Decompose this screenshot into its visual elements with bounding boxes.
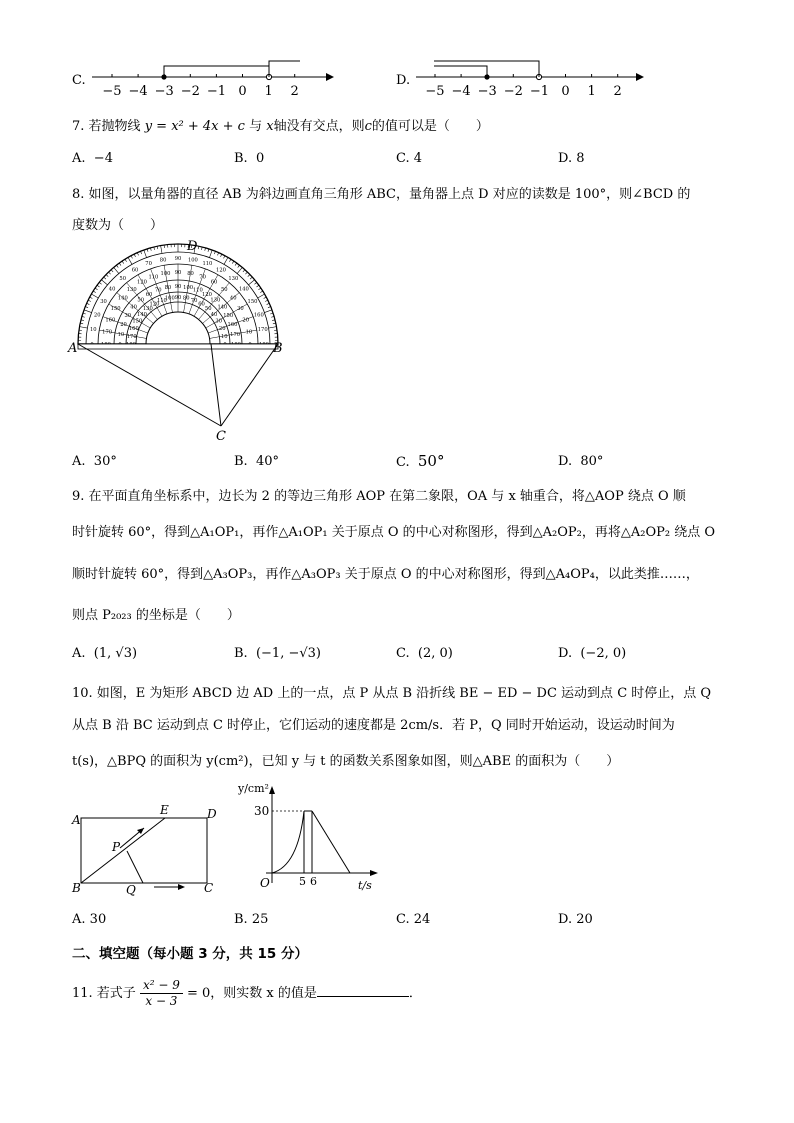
graph-y-tick: 30 — [254, 804, 270, 818]
protractor-number: 50 — [137, 297, 145, 304]
rect-label-e: E — [160, 803, 169, 817]
number-line-tick-label: −1 — [206, 84, 226, 99]
protractor-number: 120 — [202, 291, 212, 298]
q11-prefix: 11. 若式子 — [72, 986, 136, 1001]
q10-stem-line1: 10. 如图，E 为矩形 ABCD 边 AD 上的一点，点 P 从点 B 沿折线 BE − ED − DC 运动到点 C 时停止，点 Q — [72, 686, 712, 701]
protractor-number: 130 — [126, 286, 137, 293]
protractor-number: 40 — [130, 304, 137, 311]
q7-option-c[interactable]: C. 4 — [396, 151, 423, 166]
protractor-number: 170 — [257, 327, 268, 334]
protractor-number: 10 — [245, 329, 253, 336]
q11-numerator: x² − 9 — [140, 978, 183, 994]
protractor-number: 160 — [253, 312, 264, 319]
rect-label-p: P — [112, 840, 121, 854]
protractor-number: 160 — [128, 325, 139, 332]
number-line-tick-label: 1 — [587, 84, 596, 99]
q6-option-d-label[interactable]: D. — [396, 73, 411, 88]
q11-middle: = 0，则实数 x 的值是 — [187, 986, 317, 1001]
protractor-number: 70 — [154, 287, 162, 294]
protractor-number: 10 — [89, 327, 97, 334]
q7-option-a[interactable]: A. −4 — [72, 151, 113, 166]
number-line-tick-label: 0 — [561, 84, 570, 99]
protractor-number: 40 — [108, 286, 116, 293]
protractor-number: 80 — [182, 295, 190, 302]
protractor-number: 110 — [202, 261, 213, 268]
q9-option-c[interactable]: C. (2, 0) — [396, 646, 453, 661]
q7-text-a: 若抛物线 — [88, 119, 141, 134]
protractor-number: 150 — [223, 313, 234, 319]
q11-denominator: x − 3 — [145, 994, 178, 1008]
protractor-number: 170 — [230, 331, 241, 338]
protractor-number: 100 — [164, 295, 175, 302]
protractor-number: 100 — [183, 284, 194, 291]
number-line-tick-label: 2 — [613, 84, 622, 99]
q11-stem — [72, 978, 422, 1009]
number-line-tick-label: −4 — [451, 84, 471, 99]
protractor-number: 110 — [148, 274, 159, 281]
protractor-number: 150 — [247, 299, 258, 305]
protractor-number: 20 — [218, 325, 226, 332]
q10-option-b[interactable]: B. 25 — [234, 912, 269, 927]
protractor-number: 100 — [187, 257, 198, 264]
q8-option-c[interactable]: C. 50° — [396, 452, 445, 470]
label-d: D — [187, 239, 198, 254]
protractor-figure — [66, 236, 296, 446]
number-line-tick-label: −3 — [154, 84, 174, 99]
protractor-number: 20 — [120, 322, 127, 329]
protractor-number: 120 — [149, 301, 160, 308]
protractor-number: 60 — [210, 279, 218, 286]
rect-label-q: Q — [126, 883, 136, 897]
q7-option-b[interactable]: B. 0 — [234, 151, 265, 166]
q10-stem-line2: 从点 B 沿 BC 运动到点 C 时停止，它们运动的速度都是 2cm/s．若 P，Q 同时开始运动，设运动时间为 — [72, 718, 675, 733]
protractor-number: 20 — [93, 312, 101, 319]
protractor — [78, 244, 278, 349]
protractor-number: 140 — [217, 304, 228, 311]
protractor-number: 70 — [190, 297, 198, 304]
protractor-number: 10 — [220, 333, 228, 340]
protractor-number: 30 — [215, 318, 223, 325]
q7-text-d: 的值可以是（ ） — [371, 119, 489, 134]
q7-var-x: x — [266, 119, 274, 134]
graph-origin: O — [260, 876, 270, 890]
protractor-number: 120 — [137, 279, 147, 286]
graph-x-tick-6: 6 — [310, 875, 317, 888]
protractor-number: 50 — [119, 276, 127, 283]
protractor-number: 150 — [132, 318, 143, 325]
rect-label-b: B — [72, 881, 81, 895]
protractor-number: 160 — [105, 317, 116, 324]
protractor-number: 50 — [220, 286, 228, 293]
q9-stem-line3: 顺时针旋转 60°，得到△A₃OP₃，再作△A₃OP₃ 关于原点 O 的中心对称图形，得到△A₄OP₄，以此类推……， — [72, 567, 699, 582]
rect-label-d: D — [207, 807, 217, 821]
q11-suffix: ． — [408, 986, 422, 1001]
protractor-number: 80 — [187, 271, 194, 278]
protractor-number: 20 — [242, 317, 250, 324]
number-line-tick-label: 0 — [238, 84, 247, 99]
q10-option-d[interactable]: D. 20 — [558, 912, 593, 927]
graph-y-axis-label: y/cm² — [238, 782, 269, 795]
q9-option-d[interactable]: D. (−2, 0) — [558, 646, 627, 661]
protractor-number: 130 — [228, 276, 239, 283]
q10-option-a[interactable]: A. 30 — [72, 912, 107, 927]
protractor-number: 110 — [192, 287, 203, 294]
number-line-tick-label: −4 — [128, 84, 148, 99]
protractor-number: 140 — [137, 311, 147, 318]
protractor-number: 160 — [227, 322, 238, 329]
q8-option-b[interactable]: B. 40° — [234, 454, 279, 469]
number-line-tick-label: −5 — [102, 84, 122, 99]
rect-label-a: A — [72, 813, 81, 827]
q8-stem-line2: 度数为（ ） — [72, 218, 164, 233]
number-line-d — [412, 54, 662, 104]
q9-stem-line4: 则点 P₂₀₂₃ 的坐标是（ ） — [72, 608, 240, 623]
protractor-number: 90 — [174, 270, 182, 276]
number-line-tick-label: −1 — [529, 84, 549, 99]
protractor-number: 60 — [198, 301, 205, 308]
q7-option-d[interactable]: D. 8 — [558, 151, 585, 166]
protractor-number: 130 — [142, 306, 153, 312]
protractor-number: 10 — [117, 331, 125, 338]
number-line-tick-label: −3 — [477, 84, 497, 99]
protractor-number: 100 — [160, 271, 171, 278]
q6-option-c-label[interactable]: C. — [72, 73, 86, 88]
q8-stem-line1: 8. 如图，以量角器的直径 AB 为斜边画直角三角形 ABC，量角器上点 D 对应的读数是 100°，则∠BCD 的 — [72, 187, 691, 202]
q9-option-b[interactable]: B. (−1, −√3) — [234, 646, 321, 661]
number-line-c — [88, 54, 338, 104]
protractor-number: 60 — [131, 267, 139, 274]
protractor-number: 90 — [174, 256, 182, 262]
q7-text-b: 与 — [249, 119, 263, 134]
q7-number: 7. — [72, 119, 85, 134]
protractor-number: 140 — [117, 295, 128, 302]
protractor-number: 170 — [102, 329, 113, 336]
protractor-number: 70 — [145, 261, 152, 268]
protractor-number: 120 — [216, 267, 226, 274]
section-title: 二、填空题（每小题 3 分，共 15 分） — [72, 946, 308, 962]
protractor-number: 150 — [110, 306, 121, 312]
q11-answer-blank[interactable] — [317, 984, 409, 997]
q8-option-d[interactable]: D. 80° — [558, 454, 604, 469]
rectangle-figure — [66, 798, 226, 898]
protractor-number: 80 — [159, 257, 167, 264]
protractor-number: 110 — [156, 297, 167, 304]
number-line-tick-label: 2 — [290, 84, 299, 99]
protractor-number: 140 — [238, 286, 249, 293]
q7-stem — [72, 115, 489, 134]
rect-label-c: C — [204, 881, 214, 895]
q10-stem-line3: t(s)，△BPQ 的面积为 y(cm²)，已知 y 与 t 的函数关系图象如图，则△ABE 的面积为（ ） — [72, 754, 620, 769]
protractor-number: 130 — [210, 297, 221, 304]
number-line-tick-label: −5 — [425, 84, 445, 99]
q9-option-a[interactable]: A. (1, √3) — [72, 646, 138, 661]
q9-stem-line2: 时针旋转 60°，得到△A₁OP₁，再作△A₁OP₁ 关于原点 O 的中心对称图形，得到△A₂OP₂，再将△A₂OP₂ 绕点 O — [72, 525, 716, 540]
protractor-number: 70 — [199, 274, 206, 281]
label-b: B — [273, 341, 283, 356]
number-line-tick-label: −2 — [180, 84, 200, 99]
q8-option-a[interactable]: A. 30° — [72, 454, 117, 469]
protractor-number: 30 — [100, 299, 107, 305]
protractor-number: 60 — [145, 291, 153, 298]
protractor-number: 30 — [237, 306, 244, 312]
graph-x-axis-label: t/s — [358, 879, 372, 892]
protractor-number: 50 — [204, 306, 212, 312]
q9-stem-line1: 9. 在平面直角坐标系中，边长为 2 的等边三角形 AOP 在第二象限，OA 与 x 轴重合，将△AOP 绕点 O 顺 — [72, 489, 686, 504]
q10-option-c[interactable]: C. 24 — [396, 912, 431, 927]
function-graph — [232, 780, 382, 898]
q7-formula: y = x² + 4x + c — [144, 119, 245, 134]
protractor-number: 80 — [164, 284, 172, 291]
protractor-number: 40 — [210, 311, 218, 318]
q11-fraction — [140, 978, 183, 1009]
protractor-number: 30 — [124, 313, 132, 319]
protractor-number: 170 — [126, 333, 137, 340]
label-a: A — [68, 341, 78, 356]
number-line-tick-label: −2 — [503, 84, 523, 99]
q7-var-c: c — [364, 119, 372, 134]
protractor-number: 90 — [174, 284, 182, 290]
number-line-tick-label: 1 — [264, 84, 273, 99]
protractor-number: 40 — [229, 295, 237, 302]
graph-x-tick-5: 5 — [299, 875, 306, 888]
label-c: C — [216, 429, 226, 444]
protractor-number: 90 — [174, 295, 182, 301]
q7-text-c: 轴没有交点，则 — [273, 119, 365, 134]
